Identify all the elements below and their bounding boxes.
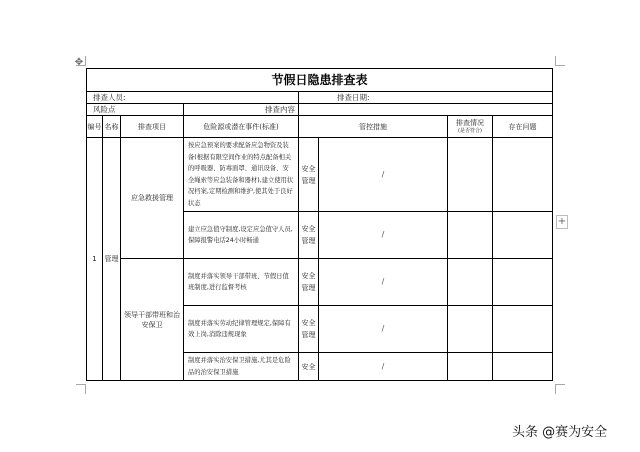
status-cell[interactable]	[448, 212, 493, 259]
hazard-text: 建立应急值守制度,设定应急值守人员,保障报警电话24小时畅通	[184, 212, 299, 259]
inspector-label: 排查人员:	[87, 92, 299, 104]
hazard-text: 制度并落实治安保卫措施,尤其是危险品的治安保卫措施	[184, 353, 299, 381]
col-header-name: 名称	[103, 116, 121, 138]
status-cell[interactable]	[448, 138, 493, 212]
issues-cell[interactable]	[493, 306, 553, 353]
issues-cell[interactable]	[493, 353, 553, 381]
col-header-item: 排查项目	[121, 116, 184, 138]
col-header-hazard: 危险源或潜在事件(标准)	[184, 116, 299, 138]
measure-text: 安全	[299, 353, 319, 381]
col-header-status-label: 排查情况	[456, 119, 484, 127]
col-header-issues: 存在问题	[493, 116, 553, 138]
watermark-text: 头条 @赛为安全	[512, 425, 608, 440]
group-number: 1	[87, 138, 103, 381]
measure-result: /	[319, 306, 448, 353]
date-label: 排查日期:	[299, 92, 553, 104]
content-label: 排查内容	[184, 104, 299, 116]
table-move-handle-icon[interactable]: ✥	[74, 57, 84, 68]
table-row	[87, 138, 553, 212]
item-name: 领导干部带班和治安保卫	[121, 259, 184, 381]
measure-text: 安全管理	[299, 259, 319, 306]
measure-result: /	[319, 259, 448, 306]
corner-mark-bl	[76, 384, 86, 394]
hazard-text: 按应急预案的要求配备应急物资及装备(根据有限空间作业的特点配备相关的呼吸器、防毒面罩、通讯设备、安全绳索等应急装备和器材),建立使用状况档案,定期检测和维护,使其处于良好状态	[184, 138, 299, 212]
hazard-text: 制度并落实领导干部带班、节假日值班制度,进行监督考核	[184, 259, 299, 306]
hazard-text: 制度并落实劳动纪律管理规定,保障有效上岗,消除违规现象	[184, 306, 299, 353]
risk-point-label: 风险点	[87, 104, 184, 116]
col-header-measures: 管控措施	[299, 116, 448, 138]
measure-result: /	[319, 212, 448, 259]
measure-text: 安全管理	[299, 306, 319, 353]
status-cell[interactable]	[448, 259, 493, 306]
status-cell[interactable]	[448, 306, 493, 353]
corner-mark-tr	[555, 56, 565, 66]
col-header-no: 编号	[87, 116, 103, 138]
issues-cell[interactable]	[493, 138, 553, 212]
col-header-status	[448, 116, 493, 138]
issues-cell[interactable]	[493, 212, 553, 259]
item-name: 应急救援管理	[121, 138, 184, 259]
measure-result: /	[319, 138, 448, 212]
table-row	[87, 259, 553, 306]
measure-text: 安全管理	[299, 212, 319, 259]
corner-mark-br	[555, 384, 565, 394]
measure-text: 安全管理	[299, 138, 319, 212]
add-column-button[interactable]: +	[557, 216, 567, 227]
form-title: 节假日隐患排查表	[87, 69, 553, 92]
inspection-table	[86, 68, 553, 381]
status-cell[interactable]	[448, 353, 493, 381]
measure-result: /	[319, 353, 448, 381]
group-name: 管理	[103, 138, 121, 381]
issues-cell[interactable]	[493, 259, 553, 306]
content-value-cell	[299, 104, 553, 116]
col-header-status-note: (是否符合)	[458, 128, 482, 134]
